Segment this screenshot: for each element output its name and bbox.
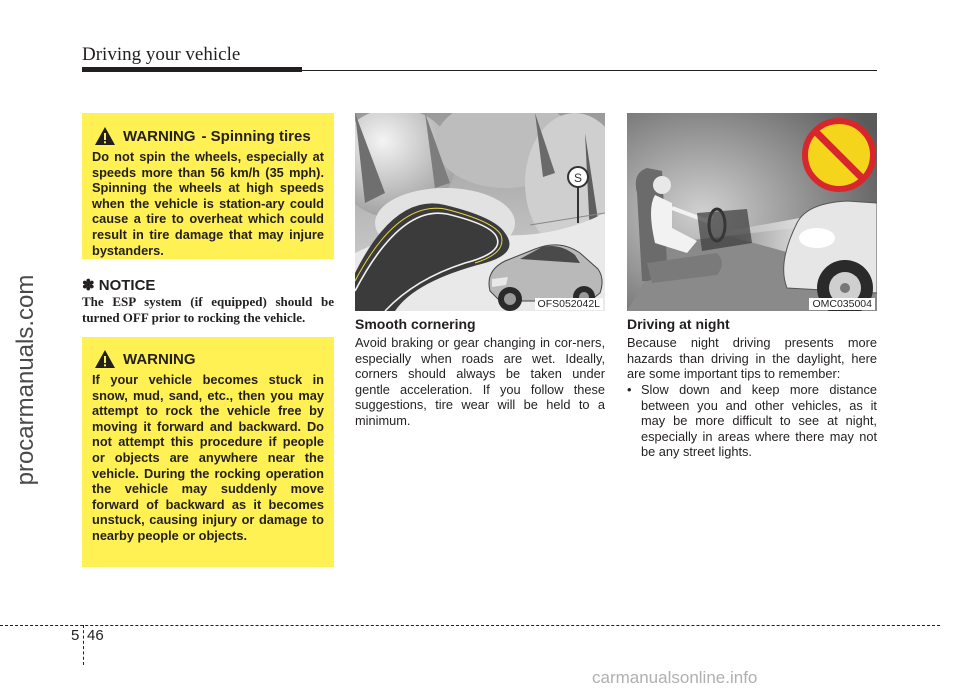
chapter-number: 5 xyxy=(71,627,80,644)
footer-divider xyxy=(83,625,84,665)
running-header: Driving your vehicle xyxy=(82,44,241,65)
side-watermark-text: procarmanuals.com xyxy=(12,274,39,486)
winding-road-illustration-icon xyxy=(355,113,605,311)
warning-triangle-icon xyxy=(94,126,116,146)
image-code: OFS052042L xyxy=(535,298,603,310)
bullet-text: Slow down and keep more distance between you and other vehicles, as it may be more difficult to see at night, especially in areas where there may not be any street lights. xyxy=(641,382,877,460)
cornering-illustration xyxy=(355,113,605,311)
list-item xyxy=(627,382,877,460)
night-driving-illustration xyxy=(627,113,877,311)
footer-watermark: carmanualsonline.info xyxy=(592,668,758,687)
notice-body: The ESP system (if equipped) should be turned OFF prior to rocking the vehicle. xyxy=(82,294,334,325)
header-rule-thin xyxy=(302,70,877,71)
warning-header xyxy=(92,124,324,148)
notice-title: ✽ NOTICE xyxy=(82,277,156,294)
section-heading-smooth-cornering: Smooth cornering xyxy=(355,316,476,332)
warning-title: WARNING xyxy=(123,127,196,145)
warning-box-rocking xyxy=(82,337,334,567)
section-body-smooth-cornering: Avoid braking or gear changing in cor-ners, especially when roads are wet. Ideally, corners should always be taken under gentle acceleration. If you follow these suggestions, tire wear will be held to a minimum. xyxy=(355,335,605,428)
warning-subtitle: - Spinning tires xyxy=(201,127,311,145)
warning-triangle-icon xyxy=(94,349,116,369)
svg-text:S: S xyxy=(573,171,583,185)
warning-header xyxy=(92,346,324,372)
header-rule-thick xyxy=(82,67,302,72)
bullet-marker: • xyxy=(627,382,632,397)
footer-rule xyxy=(0,625,940,626)
warning-title: WARNING xyxy=(123,350,196,368)
page-number: 46 xyxy=(87,627,104,644)
section-heading-driving-at-night: Driving at night xyxy=(627,316,730,332)
warning-box-spinning-tires xyxy=(82,113,334,259)
warning-body: Do not spin the wheels, especially at speeds more than 56 km/h (35 mph). Spinning the wheels at high speeds when the vehicle is station-ary could cause a tire to overheat which could result in tire damage that may injure bystanders. xyxy=(92,149,324,258)
night-driving-illustration-icon xyxy=(627,113,877,311)
section-body-driving-at-night: Because night driving presents more hazards than driving in the daylight, here are some important tips to remember: xyxy=(627,335,877,382)
warning-body: If your vehicle becomes stuck in snow, mud, sand, etc., then you may attempt to rock the vehicle free by moving it forward and backward. Do not attempt this procedure if people or objects are anywhere near the vehicle. During the rocking operation the vehicle may suddenly move forward of backward as it becomes unstuck, causing injury or damage to nearby people or objects. xyxy=(92,372,324,543)
image-code: OMC035004 xyxy=(809,298,875,310)
